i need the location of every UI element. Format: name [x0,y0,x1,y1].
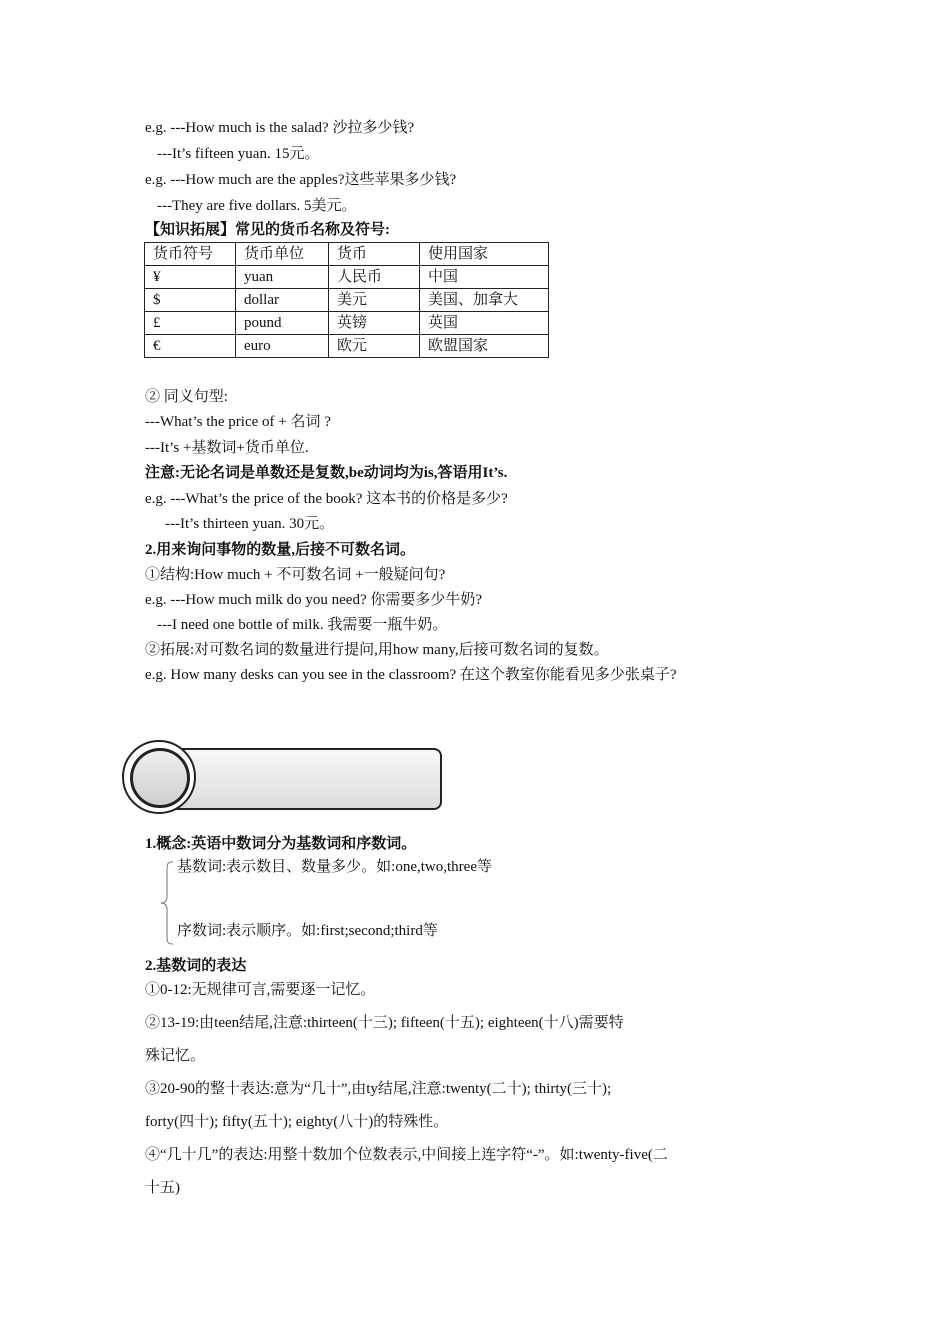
table-row [145,266,549,289]
table-cell: yuan [236,266,329,289]
table-cell: 美元 [329,289,420,312]
table-row [145,335,549,358]
quantity-extend-example: e.g. How many desks can you see in the classroom? 在这个教室你能看见多少张桌子? [145,667,677,683]
currency-table [144,242,549,358]
example-line: e.g. ---How much are the apples?这些苹果多少钱? [145,172,457,188]
table-cell: 欧元 [329,335,420,358]
table-cell: pound [236,312,329,335]
table-cell: euro [236,335,329,358]
example-line: e.g. ---How much is the salad? 沙拉多少钱? [145,120,415,136]
section-heading-bar [164,748,442,810]
table-cell: dollar [236,289,329,312]
quantity-title: 2.用来询问事物的数量,后接不可数名词。 [145,542,416,558]
ordinal-definition: 序数词:表示顺序。如:first;second;third等 [177,923,438,939]
table-cell: 美国、加拿大 [420,289,549,312]
table-header-cell: 货币单位 [236,243,329,266]
table-cell: ¥ [145,266,236,289]
quantity-structure: ①结构:How much + 不可数名词 +一般疑问句? [145,567,446,583]
example-line: ---It’s fifteen yuan. 15元。 [157,146,320,162]
table-header-cell: 货币符号 [145,243,236,266]
knowledge-title: 【知识拓展】常见的货币名称及符号: [145,222,390,238]
rule-line: ①0-12:无规律可言,需要逐一记忆。 [145,982,376,998]
brace-icon [160,860,174,946]
rule-line: ②13-19:由teen结尾,注意:thirteen(十三); fifteen(十五); eighteen(十八)需要特 [145,1015,624,1031]
cardinal-definition: 基数词:表示数目、数量多少。如:one,two,three等 [177,859,492,875]
table-cell: 英镑 [329,312,420,335]
quantity-extend: ②拓展:对可数名词的数量进行提问,用how many,后接可数名词的复数。 [145,642,609,658]
rule-line: ③20-90的整十表达:意为“几十”,由ty结尾,注意:twenty(二十); thirty(三十); [145,1081,612,1097]
section-heading-tag [122,740,444,812]
table-header-cell: 货币 [329,243,420,266]
expression-title: 2.基数词的表达 [145,958,247,974]
table-cell: 欧盟国家 [420,335,549,358]
table-cell: 英国 [420,312,549,335]
table-cell: 中国 [420,266,549,289]
rule-line: forty(四十); fifty(五十); eighty(八十)的特殊性。 [145,1114,449,1130]
numerals-concept: 1.概念:英语中数词分为基数词和序数词。 [145,836,417,852]
synonym-title: ② 同义句型: [145,389,228,405]
quantity-example-question: e.g. ---How much milk do you need? 你需要多少牛奶? [145,592,483,608]
rule-line: 殊记忆。 [145,1048,206,1064]
quantity-example-answer: ---I need one bottle of milk. 我需要一瓶牛奶。 [157,617,448,633]
table-header-cell: 使用国家 [420,243,549,266]
synonym-question: ---What’s the price of + 名词 ? [145,414,331,430]
table-cell: £ [145,312,236,335]
rule-line: ④“几十几”的表达:用整十数加个位数表示,中间接上连字符“-”。如:twenty-five(二 [145,1147,668,1163]
synonym-answer: ---It’s +基数词+货币单位. [145,440,309,456]
table-cell: $ [145,289,236,312]
table-cell: 人民币 [329,266,420,289]
synonym-note: 注意:无论名词是单数还是复数,be动词均为is,答语用It’s. [145,465,508,481]
synonym-example-question: e.g. ---What’s the price of the book? 这本书的价格是多少? [145,491,508,507]
table-row [145,289,549,312]
section-heading-circle-inner [130,748,190,808]
rule-line: 十五) [145,1180,180,1196]
example-line: ---They are five dollars. 5美元。 [157,198,357,214]
synonym-example-answer: ---It’s thirteen yuan. 30元。 [165,516,335,532]
section-heading-circle [122,740,196,814]
table-row [145,312,549,335]
table-header-row [145,243,549,266]
table-cell: € [145,335,236,358]
